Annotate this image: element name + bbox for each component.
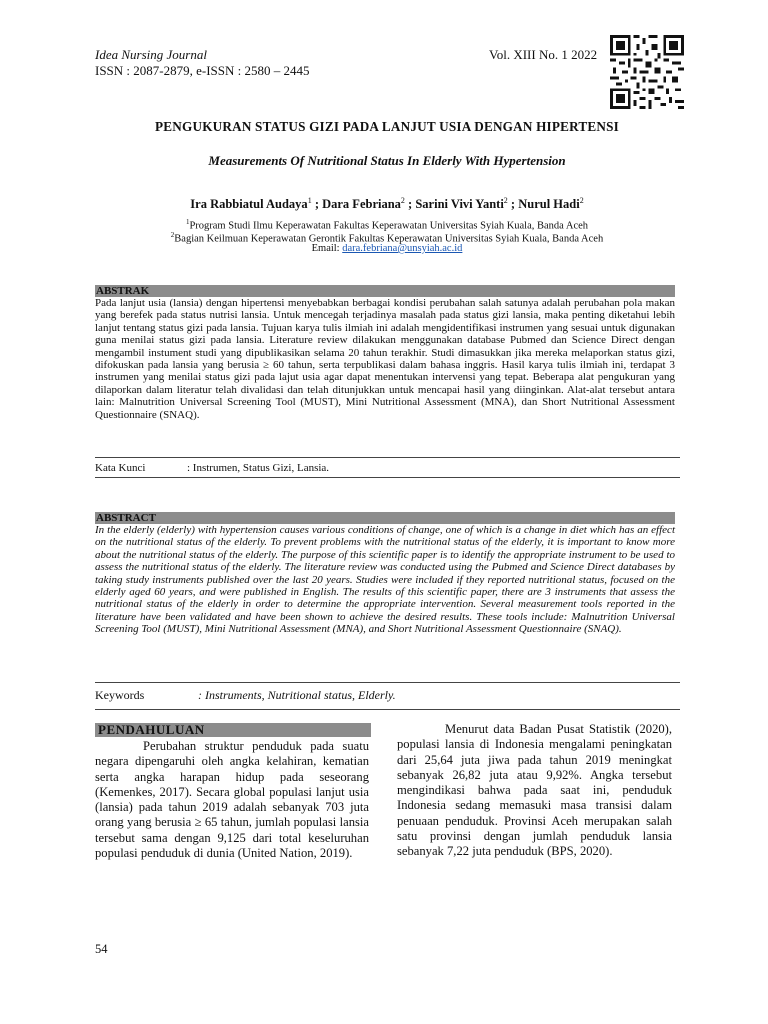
keywords-values: : Instruments, Nutritional status, Elderly. [198,688,396,702]
keywords-label: Keywords [95,688,145,702]
email-link[interactable]: dara.febriana@unsyiah.ac.id [342,243,463,254]
paper-title: PENGUKURAN STATUS GIZI PADA LANJUT USIA DENGAN HIPERTENSI [155,119,619,134]
keywords-row [95,688,396,702]
author-sup: 2 [579,196,584,205]
abstract-text [95,524,675,636]
divider [95,682,680,683]
author-name: Dara Febriana [322,197,401,212]
abstract-paragraph: In the elderly (elderly) with hypertension causes various conditions of change, one of which is a change in diet which has an effect on the nutritional status of the elderly. To prevent problems with the nutritional status of the elderly, it is important to know more about the nutritional status of the elderly. The purpose of this scientific paper is to identify the appropriate instrument to be used to assess the nutritional status of the elderly. The literature review was conducted using the Pubmed and Science Direct databases by taking study instruments published over the last 20 years. Studies were included if they reported nutritional status, focused on the elderly aged 60 years, and were published in English. The results of this scientific paper, there are 3 instruments that assess the nutritional status of the elderly in order to determine the appropriate intervention. Several measurement tools reported in the literature have been validated and have been shown to achieve the desired results. These tools include: Malnutrition Universal Screening Tool (MUST), Mini Nutritional Assessment (MNA), and Short Nutritional Assessment Questionnaire (SNAQ). [95,524,675,636]
email-label: Email: [311,243,343,254]
affiliation-text: Program Studi Ilmu Keperawatan Fakultas Keperawatan Universitas Syiah Kuala, Banda Aceh [189,220,589,232]
author-separator: ; [311,197,323,212]
paper-subtitle: Measurements Of Nutritional Status In Elderly With Hypertension [208,153,566,168]
author-name: Ira Rabbiatul Audaya [190,197,308,212]
volume-label: Vol. XIII No. 1 2022 [489,47,598,62]
issn-line: ISSN : 2087-2879, e-ISSN : 2580 – 2445 [95,63,310,78]
author-separator: ; [507,197,519,212]
author-sup: 1 [307,196,312,205]
kata-kunci-label: Kata Kunci [95,462,146,474]
pendahuluan-left-column [95,739,369,861]
pendahuluan-heading: PENDAHULUAN [95,723,371,737]
journal-name: Idea Nursing Journal [95,47,207,62]
abstrak-heading: ABSTRAK [95,285,675,297]
kata-kunci-values: : Instrumen, Status Gizi, Lansia. [187,462,330,474]
affiliation-text: Bagian Keilmuan Keperawatan Gerontik Fakultas Keperawatan Universitas Syiah Kuala, Banda Aceh [174,233,604,245]
qr-code-icon [610,35,684,109]
author-list [60,196,714,212]
author-name: Nurul Hadi [518,197,580,212]
author-sup: 2 [400,196,405,205]
divider [95,457,680,458]
author-separator: ; [404,197,416,212]
abstrak-text [95,297,675,421]
affiliation-sup: 1 [185,218,190,226]
pendahuluan-paragraph-left: Perubahan struktur penduduk pada suatu negara dipengaruhi oleh angka kelahiran, kematian serta angka harapan hidup pada seseorang (Kemenkes, 2017). Secara global populasi lanjut usia (lansia) pada tahun 2019 adalah sebanyak 703 juta orang yang berusia ≥ 65 tahun, jumlah populasi lansia tersebut sama dengan 9,125 dari total keseluruhan populasi penduduk di dunia (United Nation, 2019). [95,739,369,861]
pendahuluan-right-column [397,722,672,860]
page-number: 54 [95,942,108,956]
author-sup: 2 [503,196,508,205]
author-name: Sarini Vivi Yanti [415,197,504,212]
kata-kunci-row [95,462,329,475]
divider [95,709,680,710]
abstract-heading: ABSTRACT [95,512,675,524]
divider [95,477,680,478]
affiliation-sup: 2 [170,231,175,239]
email-line [60,242,714,255]
abstrak-paragraph: Pada lanjut usia (lansia) dengan hipertensi menyebabkan berbagai kondisi perubahan salah satunya adalah perubahan pola makan yang berefek pada status nutrisi lansia. Untuk mencegah terjadinya masalah pada status gizi lansia, maka penting diketahui lebih lanjut tentang status gizi pada lansia. Tujuan karya tulis ilmiah ini adalah mengidentifikasi instrumen yang sesuai untuk digunakan guna menilai status gizi pada lansia. Literature review dilakukan menggunakan database Pubmed dan Science Direct dengan mengambil instument studi yang dipublikasikan selama 20 tahun terakhir. Studi dimasukkan jika mereka melaporkan status gizi, difokuskan pada lansia yang berusia ≥ 60 tahun, serta terpublikasi dalam bahasa inggris. Hasil karya tulis ilmiah ini, terdapat 3 instrumen yang menilai status gizi pada lajut usia agar dapat menentukan intervensi yang tepat. Beberapa alat pengukuran yang dilaporkan dalam literatur telah divalidasi dan telah ditunjukkan untuk mencapai hasil yang diinginkan. Alat-alat tersebut antara lain: Malnutrition Universal Screening Tool (MUST), Mini Nutritional Assessment (MNA), dan Short Nutritional Assessment Questionnaire (SNAQ). [95,297,675,421]
pendahuluan-paragraph-right: Menurut data Badan Pusat Statistik (2020), populasi lansia di Indonesia mengalami peningkatan dari 25,64 juta jiwa pada tahun 2019 meningkat sebanyak 26,82 juta atau 9,92%. Angka tersebut mengindikasi bahwa pada saat ini, penduduk Indonesia sedang memasuki masa transisi dalam penuaan penduduk. Provinsi Aceh merupakan salah satu provinsi dengan jumlah penduduk lansia sebanyak 7,22 juta penduduk (BPS, 2020). [397,722,672,859]
